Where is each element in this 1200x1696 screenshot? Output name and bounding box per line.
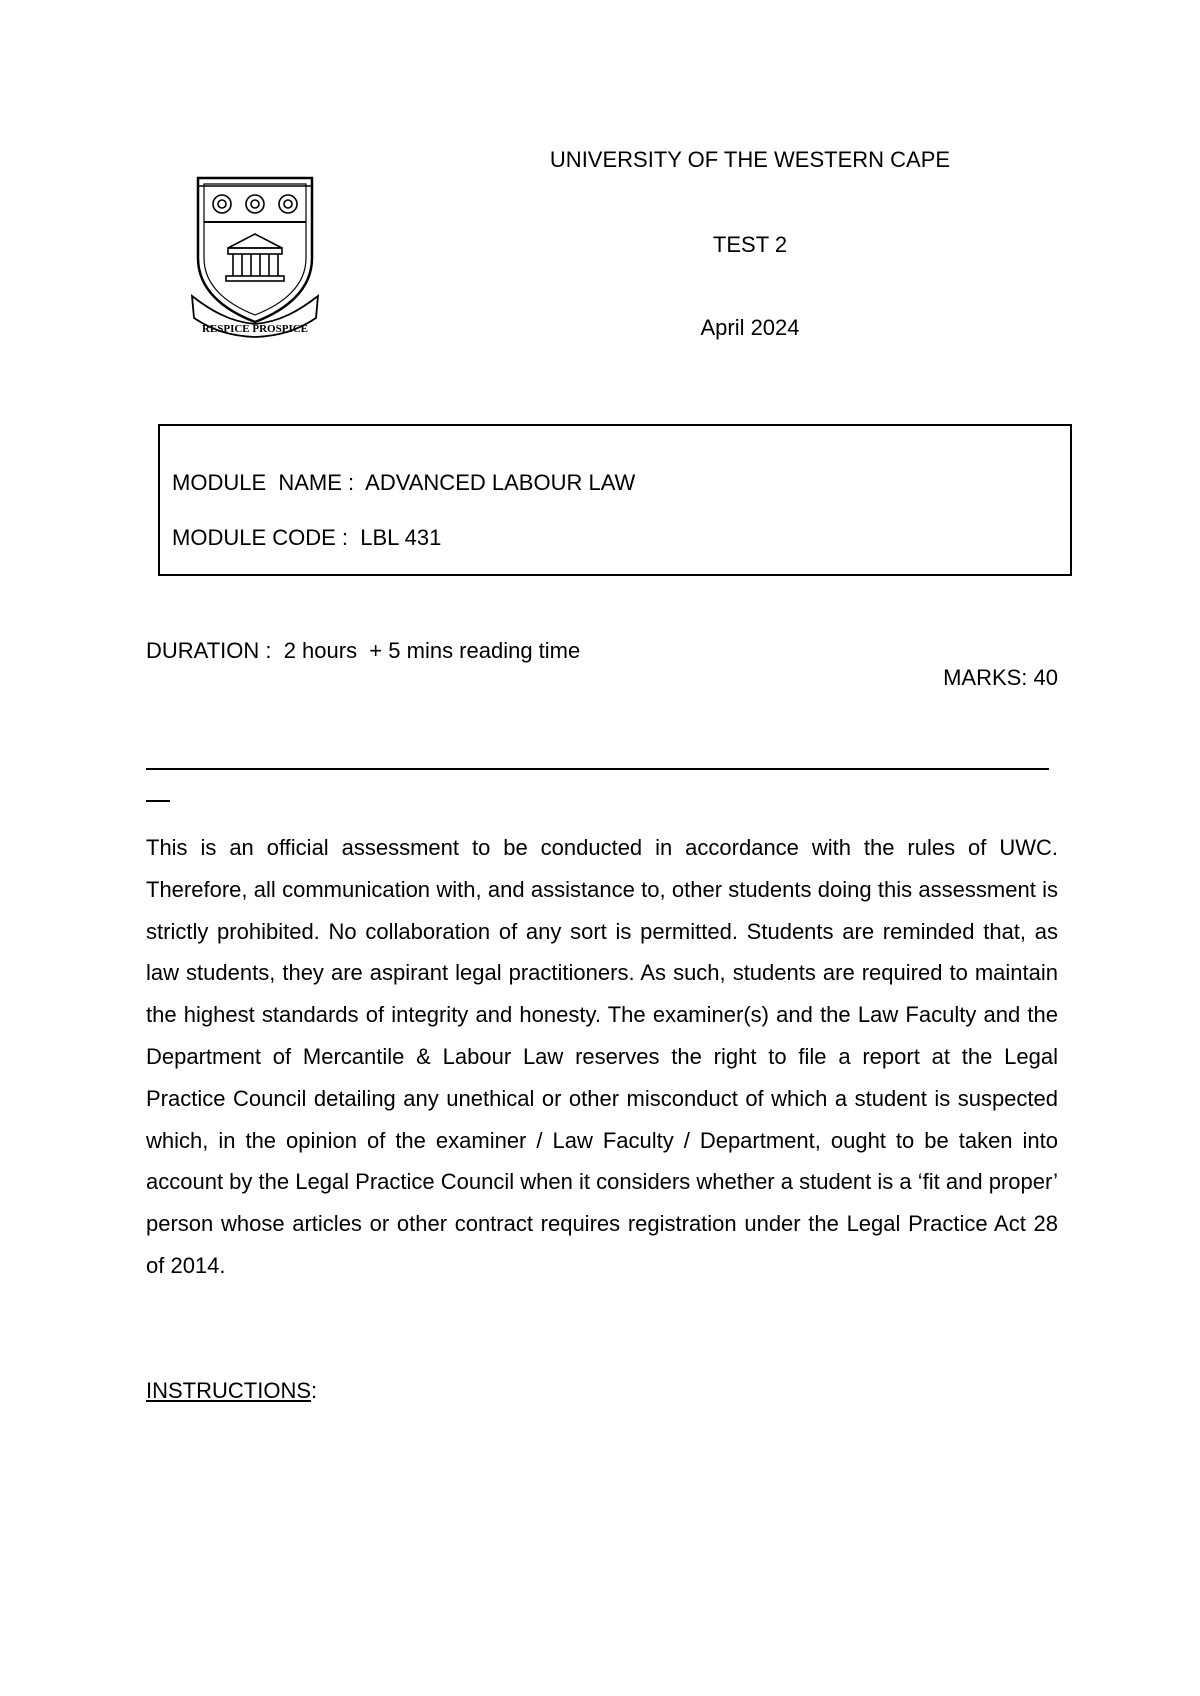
- module-name: MODULE NAME : ADVANCED LABOUR LAW: [172, 470, 636, 495]
- assessment-notice: This is an official assessment to be conducted in accordance with the rules of UWC. Therefore, all communication with, and assistance to, other students doing this assessment is strictly prohibited. No collaboration of any sort is permitted. Students are reminded that, as law students, they are aspirant legal practitioners. As such, students are required to maintain the highest standards of integrity and honesty. The examiner(s) and the Law Faculty and the Department of Mercantile & Labour Law reserves the right to file a report at the Legal Practice Council detailing any unethical or other misconduct of which a student is suspected which, in the opinion of the examiner / Law Faculty / Department, ought to be taken into account by the Legal Practice Council when it considers whether a student is a ‘fit and proper’ person whose articles or other contract requires registration under the Legal Practice Act 28 of 2014.: [146, 835, 1058, 1278]
- exam-duration: DURATION : 2 hours + 5 mins reading time: [146, 638, 581, 663]
- svg-text:RESPICE PROSPICE: RESPICE PROSPICE: [201, 323, 309, 335]
- instructions-heading: [146, 1378, 317, 1404]
- instructions-label: INSTRUCTIONS: [146, 1378, 311, 1403]
- exam-marks: MARKS: 40: [943, 665, 1058, 690]
- horizontal-rule-tail: [146, 800, 170, 802]
- test-title: TEST 2: [712, 232, 788, 257]
- uwc-crest-icon: [190, 172, 320, 340]
- instructions-colon: :: [311, 1378, 318, 1403]
- test-date: April 2024: [700, 315, 800, 340]
- module-code: MODULE CODE : LBL 431: [172, 525, 442, 550]
- university-name: UNIVERSITY OF THE WESTERN CAPE: [549, 147, 951, 172]
- horizontal-rule: [146, 768, 1049, 770]
- module-info-box: [158, 424, 1072, 576]
